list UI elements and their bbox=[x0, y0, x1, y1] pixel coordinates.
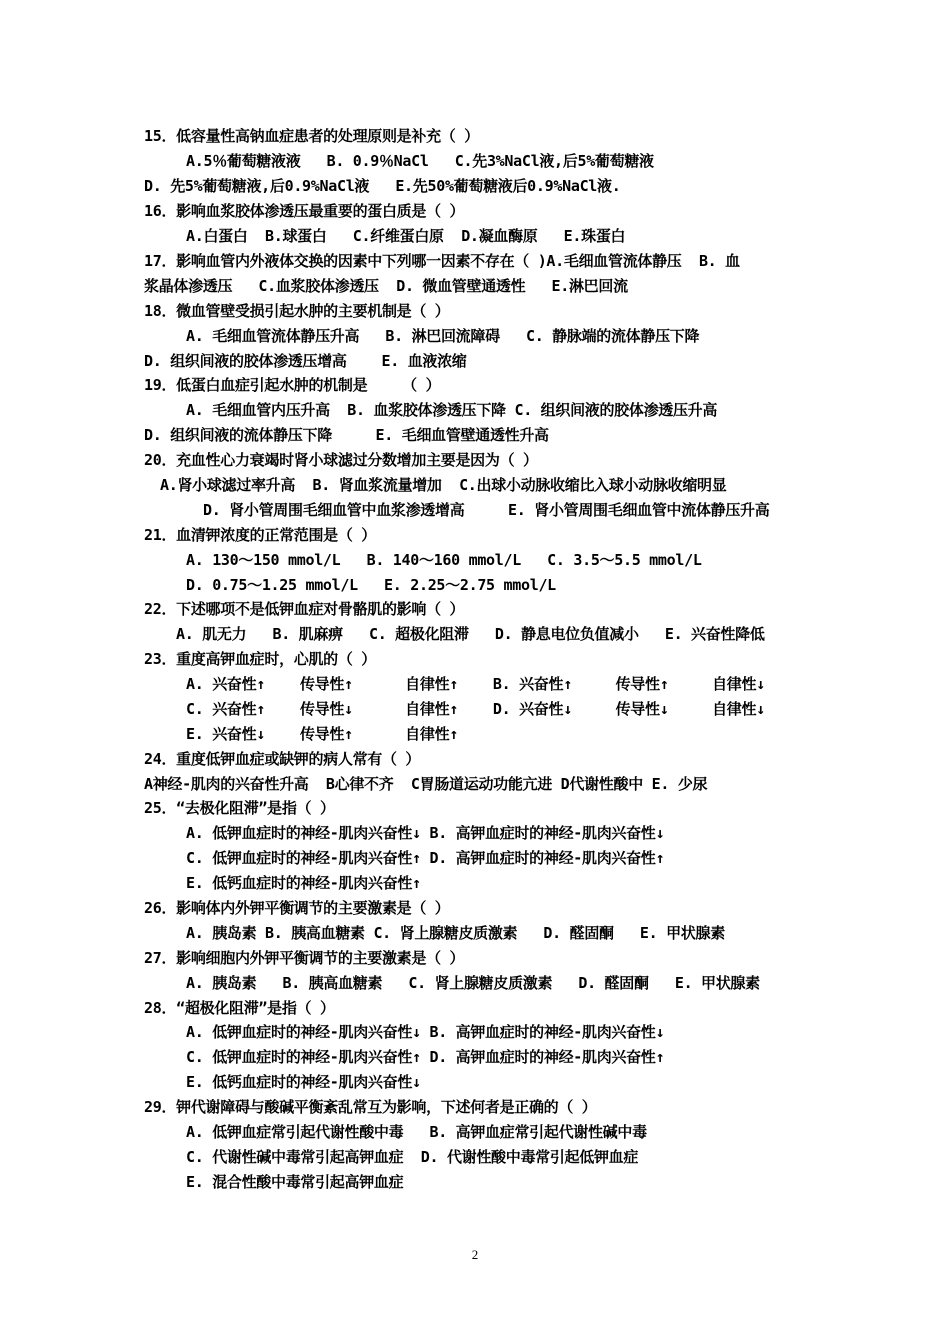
options-29b: C. 代谢性碱中毒常引起高钾血症 D. 代谢性酸中毒常引起低钾血症 bbox=[186, 1148, 639, 1166]
options-22: A. 肌无力 B. 肌麻痹 C. 超极化阻滞 D. 静息电位负值减小 E. 兴奋性降低 bbox=[176, 625, 765, 643]
question-17: 17．影响血管内外液体交换的因素中下列哪一因素不存在（ )A.毛细血管流体静压 B. 血 bbox=[144, 252, 740, 270]
options-28c: E. 低钙血症时的神经-肌肉兴奋性↓ bbox=[186, 1073, 421, 1091]
options-16: A.白蛋白 B.球蛋白 C.纤维蛋白原 D.凝血酶原 E.珠蛋白 bbox=[186, 227, 626, 245]
question-19: 19．低蛋白血症引起水肿的机制是 （ ） bbox=[144, 376, 441, 394]
question-18: 18．微血管壁受损引起水肿的主要机制是（ ） bbox=[144, 302, 450, 320]
question-21: 21．血清钾浓度的正常范围是（ ） bbox=[144, 526, 376, 544]
options-25b: C. 低钾血症时的神经-肌肉兴奋性↑ D. 高钾血症时的神经-肌肉兴奋性↑ bbox=[186, 849, 665, 867]
page-number: 2 bbox=[471, 1247, 479, 1262]
question-23: 23．重度高钾血症时，心肌的（ ） bbox=[144, 650, 376, 668]
options-25a: A. 低钾血症时的神经-肌肉兴奋性↓ B. 高钾血症时的神经-肌肉兴奋性↓ bbox=[186, 824, 665, 842]
options-25c: E. 低钙血症时的神经-肌肉兴奋性↑ bbox=[186, 874, 421, 892]
question-25: 25．“去极化阻滞”是指（ ） bbox=[144, 799, 335, 817]
options-17: 浆晶体渗透压 C.血浆胶体渗透压 D. 微血管壁通透性 E.淋巴回流 bbox=[144, 277, 628, 295]
question-15: 15．低容量性高钠血症患者的处理原则是补充（ ） bbox=[144, 127, 479, 145]
options-19b: D. 组织间液的流体静压下降 E. 毛细血管壁通透性升高 bbox=[144, 426, 549, 444]
options-15a: A.5％葡萄糖液液 B. 0.9％NaCl C.先3%NaCl液,后5%葡萄糖液 bbox=[186, 152, 654, 170]
options-23c: E. 兴奋性↓ 传导性↑ 自律性↑ bbox=[186, 725, 458, 743]
question-24: 24．重度低钾血症或缺钾的病人常有（ ） bbox=[144, 750, 421, 768]
question-20: 20．充血性心力衰竭时肾小球滤过分数增加主要是因为（ ） bbox=[144, 451, 538, 469]
question-26: 26．影响体内外钾平衡调节的主要激素是（ ） bbox=[144, 899, 450, 917]
options-21a: A. 130～150 mmol/L B. 140～160 mmol/L C. 3.5～5.5 mmol/L bbox=[186, 551, 702, 569]
options-29c: E. 混合性酸中毒常引起高钾血症 bbox=[186, 1173, 404, 1191]
options-20b: D. 肾小管周围毛细血管中血浆渗透增高 E. 肾小管周围毛细血管中流体静压升高 bbox=[203, 501, 770, 519]
question-28: 28．“超极化阻滞”是指（ ） bbox=[144, 999, 335, 1017]
question-27: 27．影响细胞内外钾平衡调节的主要激素是（ ） bbox=[144, 949, 465, 967]
question-22: 22．下述哪项不是低钾血症对骨骼肌的影响（ ） bbox=[144, 600, 465, 618]
options-15b: D. 先5%葡萄糖液,后0.9%NaCl液 E.先50%葡萄糖液后0.9%NaCl液. bbox=[144, 177, 621, 195]
options-24: A神经-肌肉的兴奋性升高 B心律不齐 C胃肠道运动功能亢进 D代谢性酸中 E. 少尿 bbox=[144, 775, 708, 793]
options-18b: D. 组织间液的胶体渗透压增高 E. 血液浓缩 bbox=[144, 352, 467, 370]
options-28b: C. 低钾血症时的神经-肌肉兴奋性↑ D. 高钾血症时的神经-肌肉兴奋性↑ bbox=[186, 1048, 665, 1066]
options-23a: A. 兴奋性↑ 传导性↑ 自律性↑ B. 兴奋性↑ 传导性↑ 自律性↓ bbox=[186, 675, 765, 693]
options-19a: A. 毛细血管内压升高 B. 血浆胶体渗透压下降 C. 组织间液的胶体渗透压升高 bbox=[186, 401, 718, 419]
options-21b: D. 0.75～1.25 mmol/L E. 2.25～2.75 mmol/L bbox=[186, 576, 556, 594]
options-27: A. 胰岛素 B. 胰高血糖素 C. 肾上腺糖皮质激素 D. 醛固酮 E. 甲状腺素 bbox=[186, 974, 760, 992]
options-18a: A. 毛细血管流体静压升高 B. 淋巴回流障碍 C. 静脉端的流体静压下降 bbox=[186, 327, 700, 345]
options-26: A. 胰岛素 B. 胰高血糖素 C. 肾上腺糖皮质激素 D. 醛固酮 E. 甲状腺素 bbox=[186, 924, 725, 942]
options-23b: C. 兴奋性↑ 传导性↓ 自律性↑ D. 兴奋性↓ 传导性↓ 自律性↓ bbox=[186, 700, 765, 718]
options-20a: A.肾小球滤过率升高 B. 肾血浆流量增加 C.出球小动脉收缩比入球小动脉收缩明显 bbox=[160, 476, 727, 494]
question-16: 16．影响血浆胶体渗透压最重要的蛋白质是（ ） bbox=[144, 202, 465, 220]
options-28a: A. 低钾血症时的神经-肌肉兴奋性↓ B. 高钾血症时的神经-肌肉兴奋性↓ bbox=[186, 1023, 665, 1041]
options-29a: A. 低钾血症常引起代谢性酸中毒 B. 高钾血症常引起代谢性碱中毒 bbox=[186, 1123, 647, 1141]
question-29: 29．钾代谢障碍与酸碱平衡紊乱常互为影响，下述何者是正确的（ ） bbox=[144, 1098, 597, 1116]
